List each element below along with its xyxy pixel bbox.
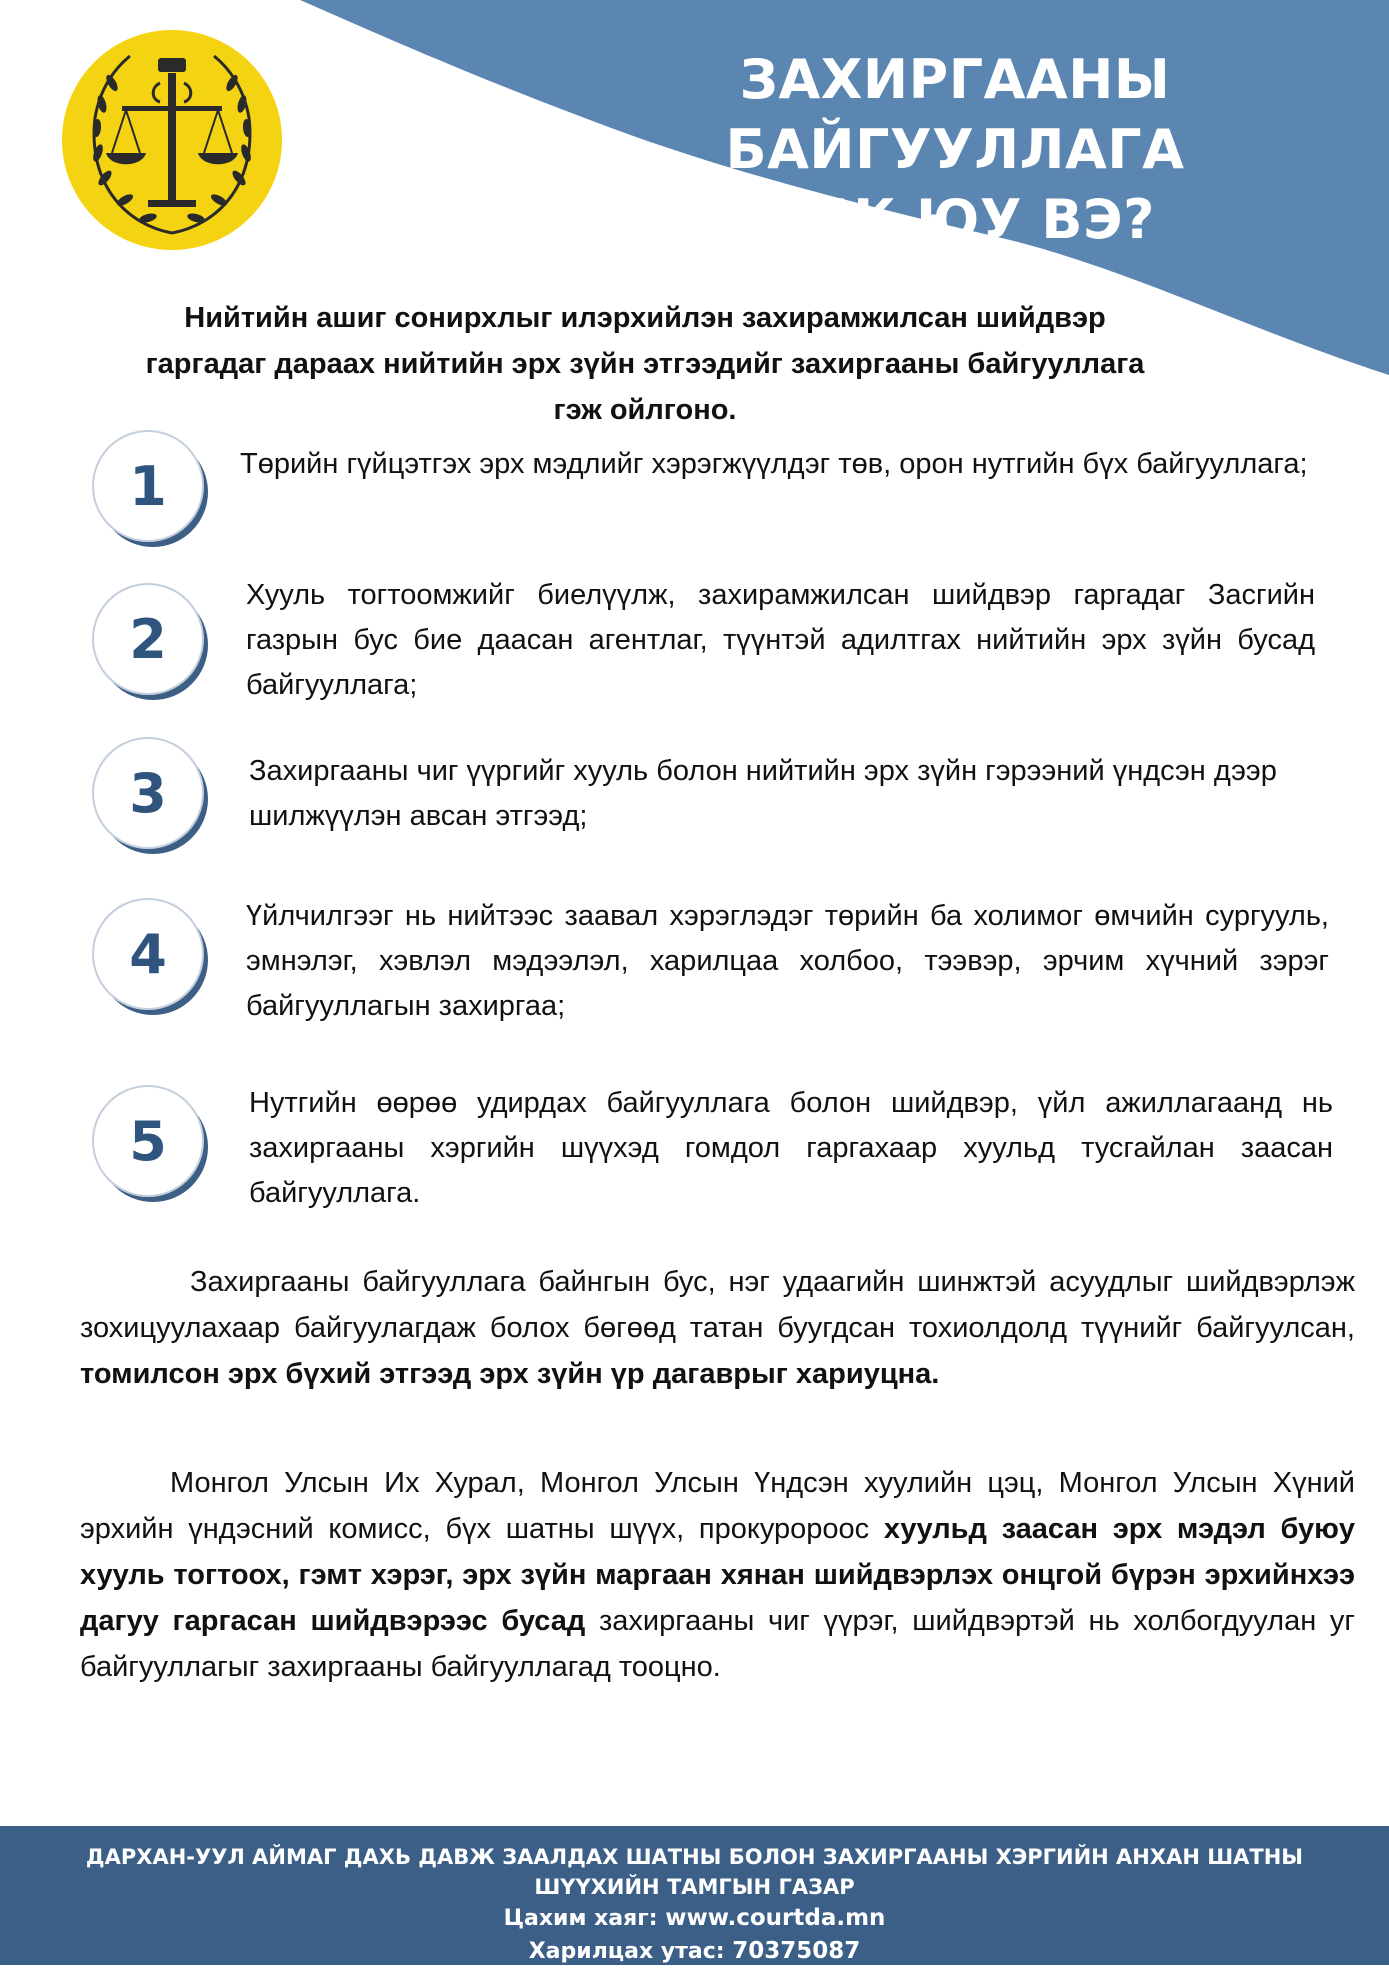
title-line-2: ГЭЖ ЮУ ВЭ? — [755, 188, 1155, 251]
item-number: 4 — [129, 922, 167, 986]
paragraph-1-bold: томилсон эрх бүхий этгээд эрх зүйн үр дагаврыг хариуцна. — [80, 1358, 940, 1390]
item-text: Хууль тогтоомжийг биелүүлж, захирамжилсан шийдвэр гаргадаг Засгийн газрын бус бие даасан агентлаг, түүнтэй адилтгах нийтийн эрх зүйн бусад байгууллага; — [246, 579, 1315, 701]
paragraph-responsibility — [80, 1259, 1355, 1397]
paragraph-exclusions — [80, 1460, 1355, 1690]
paragraph-2-text-start: Монгол Улсын Их Хурал, Монгол Улсын Үндсэн хуулийн цэц, Монгол Улсын Хүний эрхийн үндэсний комисс, бүх шатны шүүх, прокуророос — [80, 1467, 1355, 1545]
item-number: 2 — [129, 607, 167, 671]
number-circle — [92, 737, 204, 849]
paragraph-2-text-end: захиргааны чиг үүрэг, шийдвэртэй нь холбогдуулан уг байгууллагыг захиргааны байгууллагад тооцно. — [80, 1605, 1355, 1683]
item-text: Үйлчилгээг нь нийтээс заавал хэрэглэдэг төрийн ба холимог өмчийн сургууль, эмнэлэг, хэвлэл мэдээлэл, харилцаа холбоо, тээвэр, эрчим хүчний зэрэг байгууллагын захиргаа; — [246, 900, 1329, 1022]
number-circle — [92, 583, 204, 695]
page-title — [540, 45, 1370, 255]
footer-phone — [0, 1935, 1389, 1968]
paragraph-2-bold: хуульд заасан эрх мэдэл буюу хууль тогтоох, гэмт хэрэг, эрх зүйн маргаан хянан шийдвэрлэх онцгой бүрэн эрхийнхээ дагуу гаргасан шийдвэрээс бусад — [80, 1513, 1356, 1637]
number-circle — [92, 898, 204, 1010]
item-number: 5 — [129, 1109, 167, 1173]
intro-line-1: Нийтийн ашиг сонирхлыг илэрхийлэн захирамжилсан шийдвэр — [184, 302, 1106, 334]
intro-statement — [60, 295, 1230, 433]
number-circle — [92, 430, 204, 542]
paragraph-1-text: Захиргааны байгууллага байнгын бус, нэг удаагийн шинжтэй асуудлыг шийдвэрлэж зохицуулахаар байгуулагдаж болох бөгөөд татан буугдсан тохиолдолд түүнийг байгуулсан, — [80, 1266, 1355, 1344]
number-circle — [92, 1085, 204, 1197]
title-line-1: ЗАХИРГААНЫ БАЙГУУЛЛАГА — [725, 48, 1185, 181]
item-number: 1 — [129, 454, 167, 518]
website-label: Цахим хаяг: — [503, 1906, 666, 1931]
phone-label: Харилцах утас: — [528, 1939, 733, 1964]
item-text: Нутгийн өөрөө удирдах байгууллага болон шийдвэр, үйл ажиллагаанд нь захиргааны хэргийн шүүхэд гомдол гаргахаар хуульд тусгайлан заасан байгууллага. — [249, 1087, 1333, 1209]
item-number: 3 — [129, 761, 167, 825]
phone-number: 70375087 — [732, 1938, 861, 1964]
website-link[interactable]: www.courtda.mn — [665, 1905, 886, 1931]
footer-organization-line-2: ШҮҮХИЙН ТАМГЫН ГАЗАР — [534, 1875, 855, 1899]
intro-line-2: гаргадаг дараах нийтийн эрх зүйн этгээдийг захиргааны байгууллага — [145, 348, 1145, 380]
footer — [0, 1826, 1389, 1965]
item-text: Төрийн гүйцэтгэх эрх мэдлийг хэрэгжүүлдэг төв, орон нутгийн бүх байгууллага; — [240, 448, 1308, 480]
item-text: Захиргааны чиг үүргийг хууль болон нийтийн эрх зүйн гэрээний үндсэн дээр шилжүүлэн авсан этгээд; — [249, 755, 1277, 832]
footer-website — [0, 1902, 1389, 1935]
intro-line-3: гэж ойлгоно. — [553, 394, 737, 426]
court-emblem-logo — [60, 28, 285, 253]
footer-organization-line-1: ДАРХАН-УУЛ АЙМАГ ДАХЬ ДАВЖ ЗААЛДАХ ШАТНЫ БОЛОН ЗАХИРГААНЫ ХЭРГИЙН АНХАН ШАТНЫ — [85, 1845, 1304, 1869]
